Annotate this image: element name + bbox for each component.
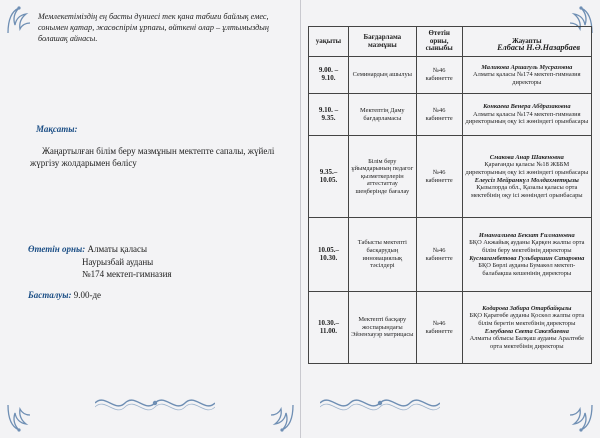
person-name: Елеусіз Мейрамкүл Молдахметқызы: [474, 176, 579, 184]
person-info: Алматы облысы Балқаш ауданы Аралтөбе орта мектебінің директоры: [469, 335, 585, 350]
row-responsible: [462, 57, 591, 94]
venue-school: №174 мектеп-гимназия: [82, 269, 172, 279]
row-topic: Семинардың ашылуы: [348, 57, 416, 94]
row-time: 9.10. – 9.35.: [309, 94, 349, 136]
corner-ornament-icon: [6, 403, 32, 433]
row-place: №46 кабинетте: [416, 292, 462, 364]
row-responsible: [462, 292, 591, 364]
person-info: Алматы қаласы №174 мектеп-гимназия директорының оқу ісі жөніндегі орынбасары: [465, 110, 589, 126]
person-name: Кусмагамбетова Гульбаршин Сапаровна: [469, 254, 585, 262]
person-info: Алматы қаласы №174 мектеп-гимназия директоры: [473, 71, 581, 86]
aim-section: [30, 145, 292, 169]
header-responsible: Жауапты: [462, 27, 591, 57]
person-name: Иманғалиева Бекзат Ғилмановна: [478, 231, 575, 239]
row-topic: Білім беру ұйымдарының педагог қызметкерлерін аттестаттау шеңберінде бағалау: [348, 136, 416, 218]
corner-ornament-icon: [6, 5, 32, 35]
schedule-table: [308, 26, 592, 364]
fold-line: [300, 0, 301, 438]
venue-label: Өтетін орны:: [28, 244, 86, 254]
header-program: Бағдарлама мазмұны: [348, 27, 416, 57]
ornament-band-icon: [320, 389, 440, 415]
table-row: [309, 136, 592, 218]
venue-district: Наурызбай ауданы: [82, 256, 154, 267]
row-time: 9.00. – 9.10.: [309, 57, 349, 94]
start-time: 9.00-де: [73, 290, 102, 300]
person-name: Маликова Аршагуль Мусразовна: [481, 63, 573, 71]
aim-text: Жаңартылған білім беру мазмұнын мектепте сапалы, жүйелі жүргізу жолдарымен бөлісу: [30, 146, 275, 168]
table-row: [309, 292, 592, 364]
row-topic: Мектепті басқару жоспарындағы Эйзенхауэр матрицасы: [348, 292, 416, 364]
epigraph-text: Мемлекетіміздің ең басты дүниесі тек қана табиғи байлық емес, сонымен қатар, жасөспірім ұрпағы, өйткені олар – ұлтымыздың болашақ айнасы.: [38, 12, 269, 44]
person-info: БҚО Акжайық ауданы Қарқен жалпы орта білім беру мектебінің директоры: [469, 239, 585, 254]
corner-ornament-icon: [568, 403, 594, 433]
person-name: Елеубаева Света Сакезбаевна: [484, 327, 569, 335]
row-time: 10.05.– 10.30.: [309, 218, 349, 292]
row-time: 9.35.– 10.05.: [309, 136, 349, 218]
table-row: [309, 94, 592, 136]
row-responsible: [462, 94, 591, 136]
table-row: [309, 218, 592, 292]
row-responsible: [462, 218, 591, 292]
row-place: №46 кабинетте: [416, 218, 462, 292]
person-info: БҚО Қаратөбе ауданы Қоскөл жалпы орта білім беретін мектебінің директоры: [469, 312, 585, 327]
ornament-band-icon: [95, 389, 215, 415]
row-topic: Мектептің Даму бағдарламасы: [348, 94, 416, 136]
table-row: [309, 57, 592, 94]
row-time: 10.30.– 11.00.: [309, 292, 349, 364]
venue-city: Алматы қаласы: [87, 244, 148, 254]
person-name: Кодарова Забира Отарбайқызы: [482, 304, 572, 312]
corner-ornament-icon: [269, 403, 295, 433]
row-place: №46 кабинетте: [416, 94, 462, 136]
start-label: Басталуы:: [28, 290, 72, 300]
header-place: Өтетін орны, сыныбы: [416, 27, 462, 57]
aim-label: Мақсаты:: [36, 124, 78, 134]
header-time: уақыты: [309, 27, 349, 57]
row-place: №46 кабинетте: [416, 136, 462, 218]
person-name: Конкаева Венера Абдразаковна: [483, 103, 571, 111]
row-place: №46 кабинетте: [416, 57, 462, 94]
person-name: Смакова Анар Шакеновна: [489, 153, 564, 161]
venue-section: [28, 243, 172, 281]
epigraph-author: Елбасы Н.Ә.Назарбаев: [497, 43, 580, 52]
row-topic: Табысты мектепті басқарудың инновациялық тәсілдері: [348, 218, 416, 292]
person-info: Қарағанды қаласы №18 ЖББМ директорының оқу ісі жөніндегі орынбасары: [465, 161, 589, 176]
epigraph: [38, 11, 300, 45]
table-header-row: [309, 27, 592, 57]
row-responsible: [462, 136, 591, 218]
person-info: БҚО Бөрлі ауданы Бумакөл мектеп-балабақша кешенінің директоры: [478, 262, 576, 277]
start-section: [28, 290, 101, 300]
person-info: Қызылорда обл., Қазалы қаласы орта мектебінің оқу ісі жөніндегі орынбасары: [471, 184, 583, 199]
